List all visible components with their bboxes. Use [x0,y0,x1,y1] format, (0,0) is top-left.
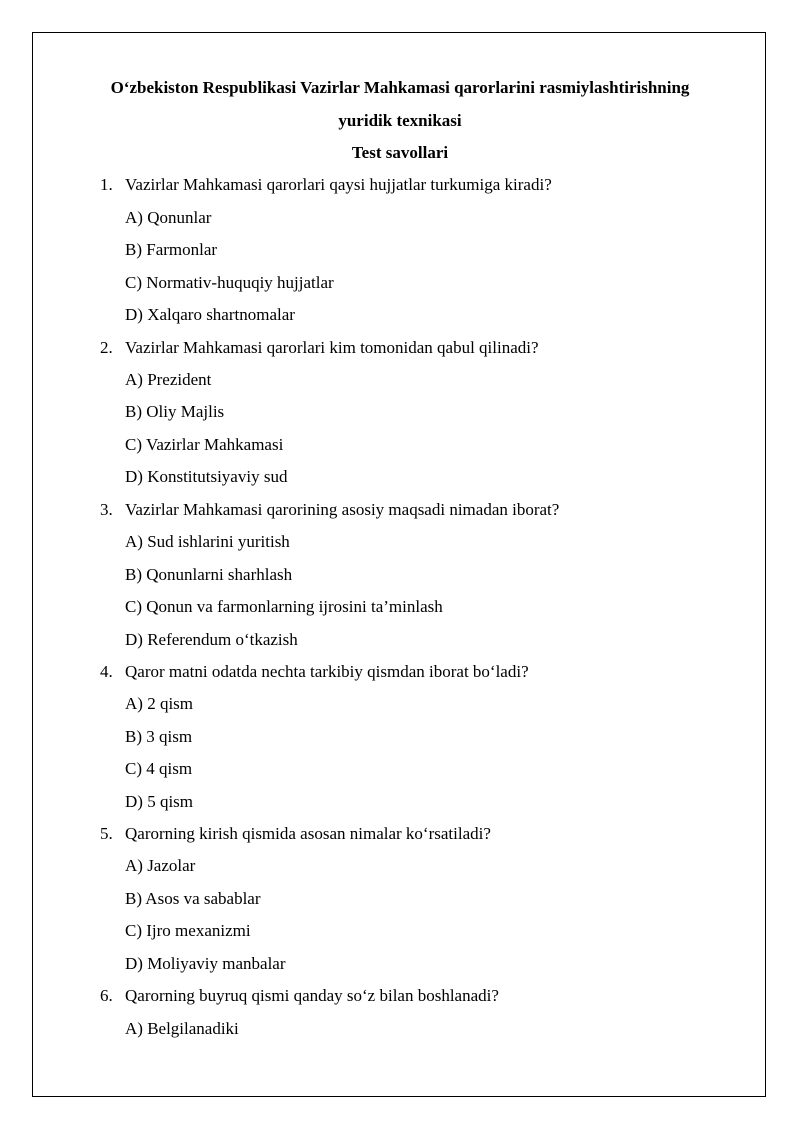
document-title-line-1: O‘zbekiston Respublikasi Vazirlar Mahkamasi qarorlarini rasmiylashtirishning [110,78,690,97]
question-text: Qaror matni odatda nechta tarkibiy qismdan iborat bo‘ladi? [125,662,529,681]
question-text: Vazirlar Mahkamasi qarorlari qaysi hujjatlar turkumiga kiradi? [125,175,552,194]
question-number: 1. [100,175,113,194]
answer-option: B) 3 qism [125,727,193,746]
answer-option: A) Belgilanadiki [125,1019,239,1038]
question-text: Vazirlar Mahkamasi qarorining asosiy maqsadi nimadan iborat? [125,500,560,519]
question-number: 4. [100,662,113,681]
answer-option: A) 2 qism [125,694,193,713]
answer-option: C) Ijro mexanizmi [125,921,251,940]
question-number: 5. [100,824,113,843]
answer-option: D) Xalqaro shartnomalar [125,305,295,324]
answer-option: C) Qonun va farmonlarning ijrosini ta’minlash [125,597,443,616]
question-number: 2. [100,338,113,357]
question-number: 6. [100,986,113,1005]
answer-option: D) 5 qism [125,792,193,811]
answer-option: C) 4 qism [125,759,193,778]
question-number: 3. [100,500,113,519]
document-subtitle: Test savollari [351,143,449,162]
answer-option: C) Vazirlar Mahkamasi [125,435,284,454]
answer-option: D) Moliyaviy manbalar [125,954,286,973]
document-title-line-2: yuridik texnikasi [338,111,462,130]
question-text: Vazirlar Mahkamasi qarorlari kim tomonidan qabul qilinadi? [125,338,539,357]
question-text: Qarorning buyruq qismi qanday so‘z bilan boshlanadi? [125,986,499,1005]
answer-option: D) Konstitutsiyaviy sud [125,467,288,486]
answer-option: B) Qonunlarni sharhlash [125,565,293,584]
answer-option: B) Oliy Majlis [125,402,225,421]
answer-option: C) Normativ-huquqiy hujjatlar [125,273,334,292]
answer-option: A) Sud ishlarini yuritish [125,532,290,551]
answer-option: D) Referendum o‘tkazish [125,630,298,649]
question-text: Qarorning kirish qismida asosan nimalar ko‘rsatiladi? [125,824,491,843]
answer-option: A) Prezident [125,370,212,389]
answer-option: A) Qonunlar [125,208,212,227]
answer-option: A) Jazolar [125,856,196,875]
answer-option: B) Farmonlar [125,240,218,259]
answer-option: B) Asos va sabablar [125,889,261,908]
